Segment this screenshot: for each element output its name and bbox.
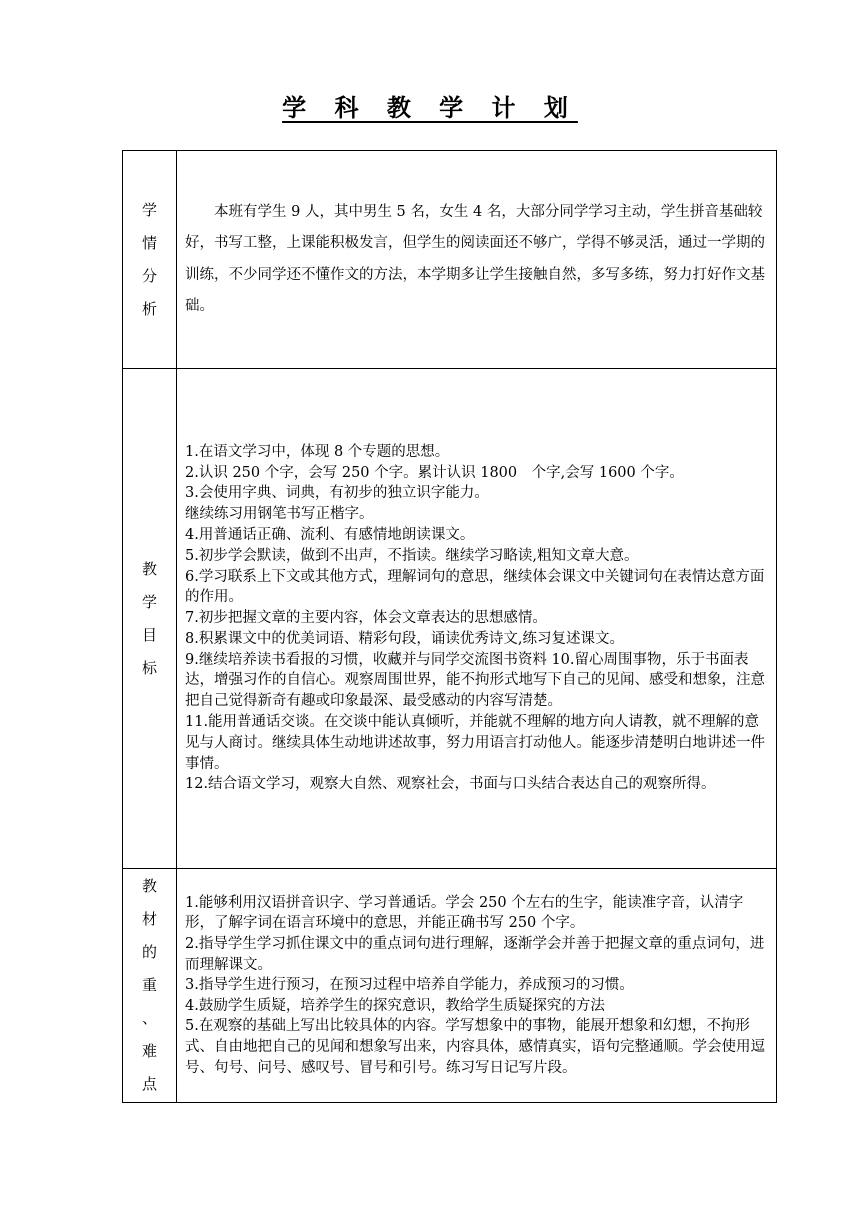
goal-item: 1.在语文学习中，体现 8 个专题的思想。 <box>185 443 450 460</box>
table-row <box>123 151 777 369</box>
label-char: 学 <box>141 200 157 219</box>
label-char: 、 <box>141 1009 157 1027</box>
goal-item: 7.初步把握文章的主要内容，体会文章表达的思想感情。 <box>185 610 547 627</box>
goal-item: 8.积累课文中的优美词语、精彩句段，诵读优秀诗文,练习复述课文。 <box>185 630 624 647</box>
label-char: 标 <box>141 658 157 677</box>
label-char: 重 <box>141 976 157 994</box>
goal-item: 4.用普通话正确、流利、有感情地朗读课文。 <box>185 526 475 543</box>
label-char: 教 <box>141 877 157 895</box>
label-char: 目 <box>141 625 157 644</box>
section-label-student-analysis <box>123 151 177 369</box>
key-point-item: 5.在观察的基础上写出比较具体的内容。学写想象中的事物，能展开想象和幻想，不拘形式、自由地把自己的见闻和想象写出来，内容具体，感情真实，语句完整通顺。学会使用逗号、句号、问号、感叹号、冒号和引号。练习写日记写片段。 <box>185 1018 765 1076</box>
label-char: 析 <box>141 299 157 318</box>
plan-table <box>122 150 777 1103</box>
goal-item: 6.学习联系上下文或其他方式，理解词句的意思，继续体会课文中关键词句在表情达意方面的作用。 <box>185 568 765 606</box>
goal-item: 5.初步学会默读，做到不出声，不指读。继续学习略读,粗知文章大意。 <box>185 547 639 564</box>
label-char: 教 <box>141 559 157 578</box>
section-label-teaching-goals <box>123 369 177 869</box>
page-title: 学 科 教 学 计 划 <box>282 93 578 122</box>
goal-item: 9.继续培养读书看报的习惯，收藏并与同学交流图书资料 10.留心周围事物，乐于书面表达，增强习作的自信心。观察周围世界，能不拘形式地写下自己的见闻、感受和想象，注意把自己觉得新奇有趣或印象最深、最受感动的内容写清楚。 <box>185 651 765 710</box>
section-label-key-difficult-points <box>123 869 177 1103</box>
label-char: 分 <box>141 266 157 285</box>
label-char: 难 <box>141 1042 157 1060</box>
table-row <box>123 369 777 869</box>
label-char: 材 <box>141 910 157 928</box>
table-row <box>123 869 777 1103</box>
label-char: 情 <box>141 233 157 252</box>
section-content-teaching-goals <box>177 369 777 869</box>
goal-item: 12.结合语文学习，观察大自然、观察社会，书面与口头结合表达自己的观察所得。 <box>185 776 716 793</box>
goal-item: 11.能用普通话交谈。在交谈中能认真倾听，并能就不理解的地方向人请教，就不理解的意见与人商讨。继续具体生动地讲述故事，努力用语言打动他人。能逐步清楚明白地讲述一件事情。 <box>185 714 765 772</box>
key-point-item: 2.指导学生学习抓住课文中的重点词句进行理解，逐渐学会并善于把握文章的重点词句，进而理解课文。 <box>185 936 765 973</box>
analysis-paragraph: 本班有学生 9 人，其中男生 5 名，女生 4 名，大部分同学学习主动，学生拼音基础较好，书写工整，上课能积极发言，但学生的阅读面还不够广，学得不够灵活，通过一学期的训练，不少同学还不懂作文的方法，本学期多让学生接触自然，多写多练，努力打好作文基础。 <box>185 203 765 314</box>
key-point-item: 1.能够利用汉语拼音识字、学习普通话。学会 250 个左右的生字，能读准字音，认清字形，了解字词在语言环境中的意思，并能正确书写 250 个字。 <box>185 894 744 932</box>
section-content-key-difficult-points <box>177 869 777 1103</box>
goal-item: 继续练习用钢笔书写正楷字。 <box>185 506 374 523</box>
label-char: 学 <box>141 592 157 611</box>
section-content-student-analysis <box>177 151 777 369</box>
key-point-item: 4.鼓励学生质疑，培养学生的探究意识，教给学生质疑探究的方法 <box>185 997 605 1014</box>
label-char: 的 <box>141 943 157 961</box>
goal-item: 3.会使用字典、词典，有初步的独立识字能力。 <box>185 485 489 502</box>
goal-item: 2.认识 250 个字，会写 250 个字。累计认识 1800 个字,会写 1600 个字。 <box>185 464 684 481</box>
label-char: 点 <box>141 1075 157 1093</box>
key-point-item: 3.指导学生进行预习，在预习过程中培养自学能力，养成预习的习惯。 <box>185 977 634 994</box>
